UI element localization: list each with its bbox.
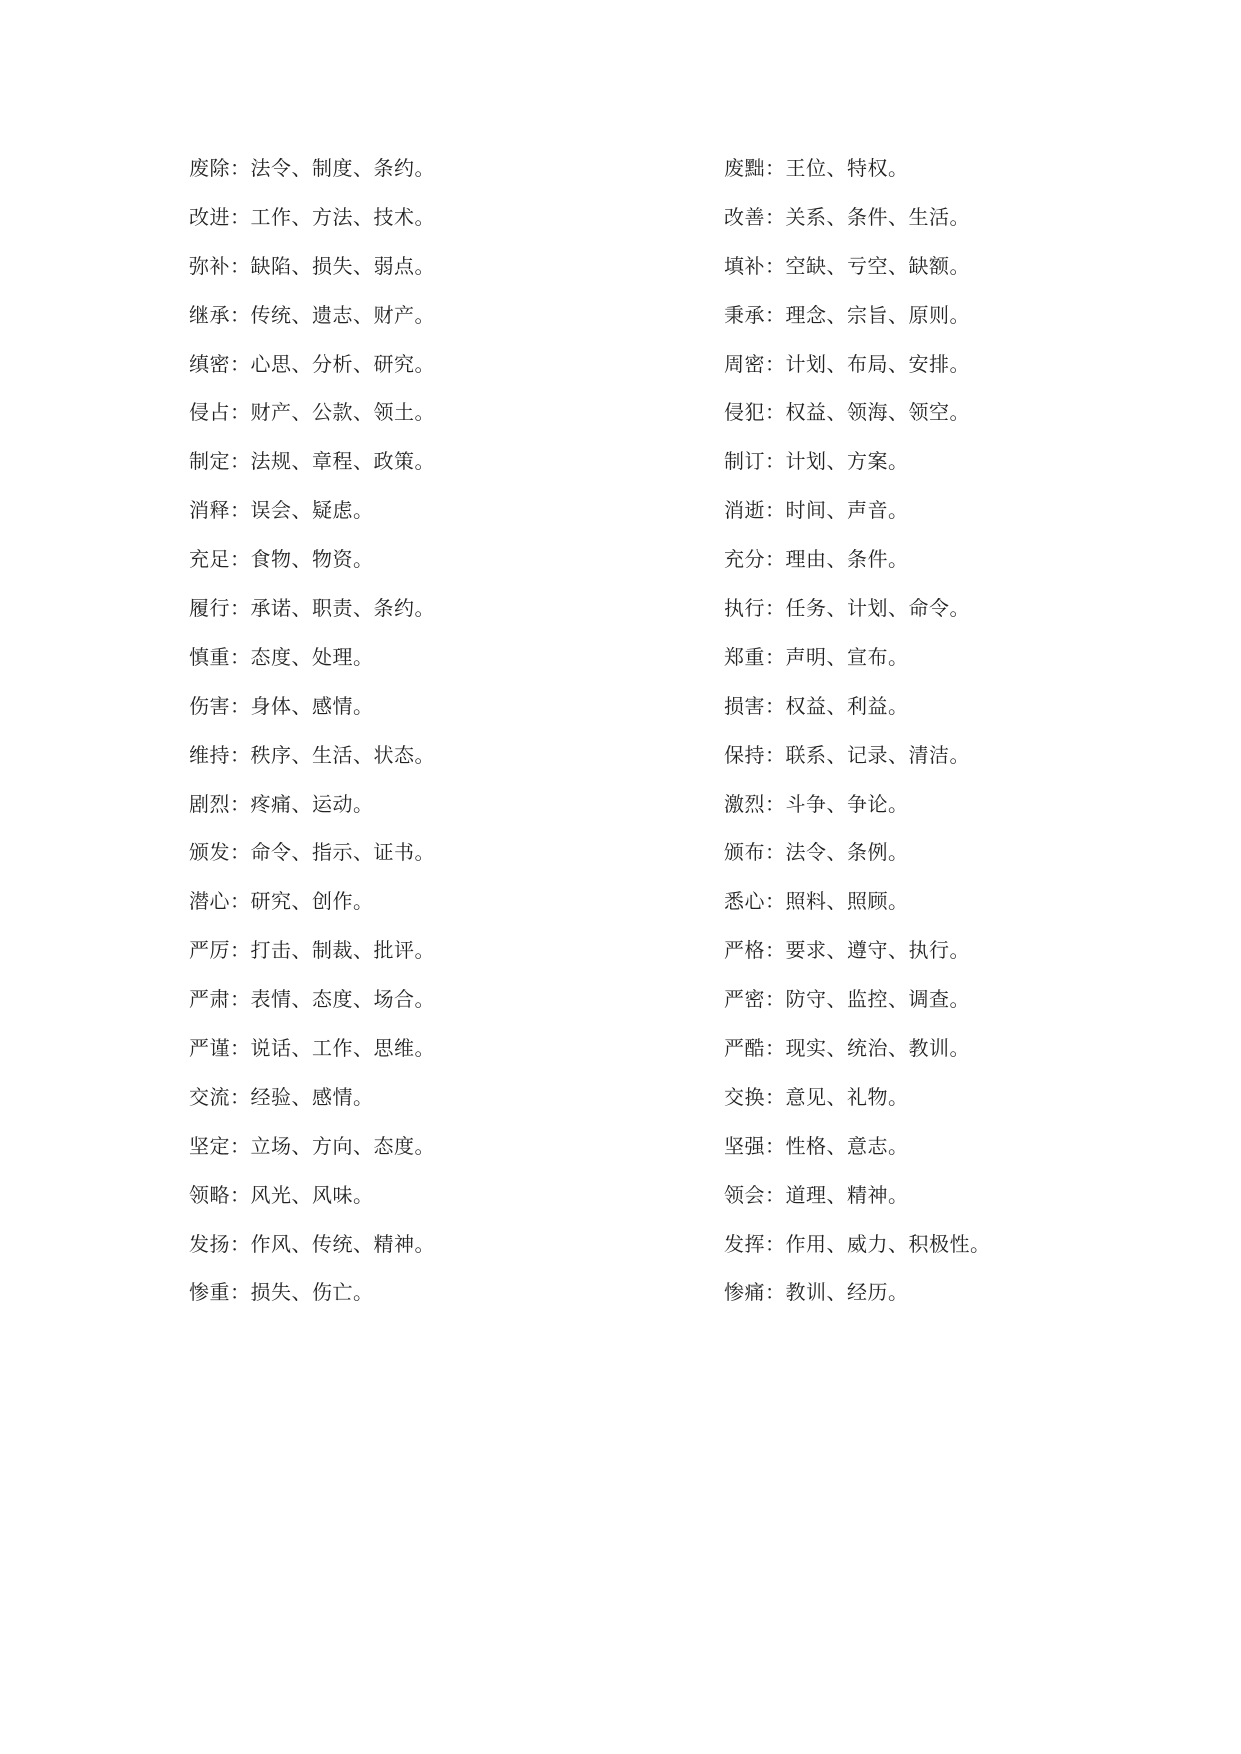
- right-entry: 保持：联系、记录、清洁。: [724, 742, 970, 767]
- left-entry: 改进：工作、方法、技术。: [189, 204, 435, 229]
- word-pair-row: [189, 643, 1089, 692]
- word-pair-row: [189, 398, 1089, 447]
- left-entry: 剧烈：疼痛、运动。: [189, 791, 374, 816]
- right-entry: 颁布：法令、条例。: [724, 840, 909, 865]
- left-entry: 坚定：立场、方向、态度。: [189, 1133, 435, 1158]
- right-entry: 悉心：照料、照顾。: [724, 889, 909, 914]
- left-entry: 维持：秩序、生活、状态。: [189, 742, 435, 767]
- word-pair-row: [189, 692, 1089, 741]
- word-pair-row: [189, 301, 1089, 350]
- left-entry: 弥补：缺陷、损失、弱点。: [189, 253, 435, 278]
- right-entry: 废黜：王位、特权。: [724, 156, 909, 180]
- left-entry: 消释：误会、疑虑。: [189, 498, 374, 523]
- word-pair-row: [189, 985, 1089, 1034]
- word-pair-row: [189, 350, 1089, 399]
- right-entry: 严酷：现实、统治、教训。: [724, 1036, 970, 1061]
- word-pair-row: [189, 1278, 1089, 1327]
- right-entry: 坚强：性格、意志。: [724, 1133, 909, 1158]
- word-pair-row: [189, 1034, 1089, 1083]
- right-entry: 交换：意见、礼物。: [724, 1084, 909, 1109]
- word-pair-row: [189, 594, 1089, 643]
- word-pair-row: [189, 447, 1089, 496]
- right-entry: 领会：道理、精神。: [724, 1182, 909, 1207]
- word-pair-row: [189, 496, 1089, 545]
- left-entry: 颁发：命令、指示、证书。: [189, 840, 435, 865]
- word-pair-row: [189, 790, 1089, 839]
- left-entry: 废除：法令、制度、条约。: [189, 156, 435, 180]
- right-entry: 严密：防守、监控、调查。: [724, 987, 970, 1012]
- right-entry: 充分：理由、条件。: [724, 547, 909, 572]
- left-entry: 严谨：说话、工作、思维。: [189, 1036, 435, 1061]
- left-entry: 慎重：态度、处理。: [189, 644, 374, 669]
- right-entry: 郑重：声明、宣布。: [724, 644, 909, 669]
- word-pair-row: [189, 1230, 1089, 1279]
- left-entry: 惨重：损失、伤亡。: [189, 1280, 374, 1305]
- right-entry: 损害：权益、利益。: [724, 693, 909, 718]
- word-pair-row: [189, 154, 1089, 203]
- left-entry: 履行：承诺、职责、条约。: [189, 596, 435, 621]
- right-entry: 填补：空缺、亏空、缺额。: [724, 253, 970, 278]
- left-entry: 潜心：研究、创作。: [189, 889, 374, 914]
- word-pair-row: [189, 936, 1089, 985]
- left-entry: 继承：传统、遗志、财产。: [189, 302, 435, 327]
- left-entry: 交流：经验、感情。: [189, 1084, 374, 1109]
- right-entry: 改善：关系、条件、生活。: [724, 204, 970, 229]
- left-entry: 缜密：心思、分析、研究。: [189, 351, 435, 376]
- right-entry: 侵犯：权益、领海、领空。: [724, 400, 970, 425]
- word-pair-row: [189, 887, 1089, 936]
- word-pair-row: [189, 252, 1089, 301]
- left-entry: 伤害：身体、感情。: [189, 693, 374, 718]
- right-entry: 周密：计划、布局、安排。: [724, 351, 970, 376]
- right-entry: 激烈：斗争、争论。: [724, 791, 909, 816]
- right-entry: 制订：计划、方案。: [724, 449, 909, 474]
- word-pair-row: [189, 203, 1089, 252]
- word-pair-row: [189, 1132, 1089, 1181]
- left-entry: 严肃：表情、态度、场合。: [189, 987, 435, 1012]
- word-pair-row: [189, 1181, 1089, 1230]
- right-entry: 惨痛：教训、经历。: [724, 1280, 909, 1305]
- left-entry: 制定：法规、章程、政策。: [189, 449, 435, 474]
- left-entry: 充足：食物、物资。: [189, 547, 374, 572]
- word-pair-row: [189, 545, 1089, 594]
- right-entry: 发挥：作用、威力、积极性。: [724, 1231, 991, 1256]
- word-pair-row: [189, 838, 1089, 887]
- right-entry: 执行：任务、计划、命令。: [724, 596, 970, 621]
- left-entry: 领略：风光、风味。: [189, 1182, 374, 1207]
- word-pair-list: [189, 154, 1089, 1327]
- right-entry: 消逝：时间、声音。: [724, 498, 909, 523]
- left-entry: 侵占：财产、公款、领土。: [189, 400, 435, 425]
- left-entry: 发扬：作风、传统、精神。: [189, 1231, 435, 1256]
- word-pair-row: [189, 741, 1089, 790]
- right-entry: 严格：要求、遵守、执行。: [724, 938, 970, 963]
- left-entry: 严厉：打击、制裁、批评。: [189, 938, 435, 963]
- word-pair-row: [189, 1083, 1089, 1132]
- right-entry: 秉承：理念、宗旨、原则。: [724, 302, 970, 327]
